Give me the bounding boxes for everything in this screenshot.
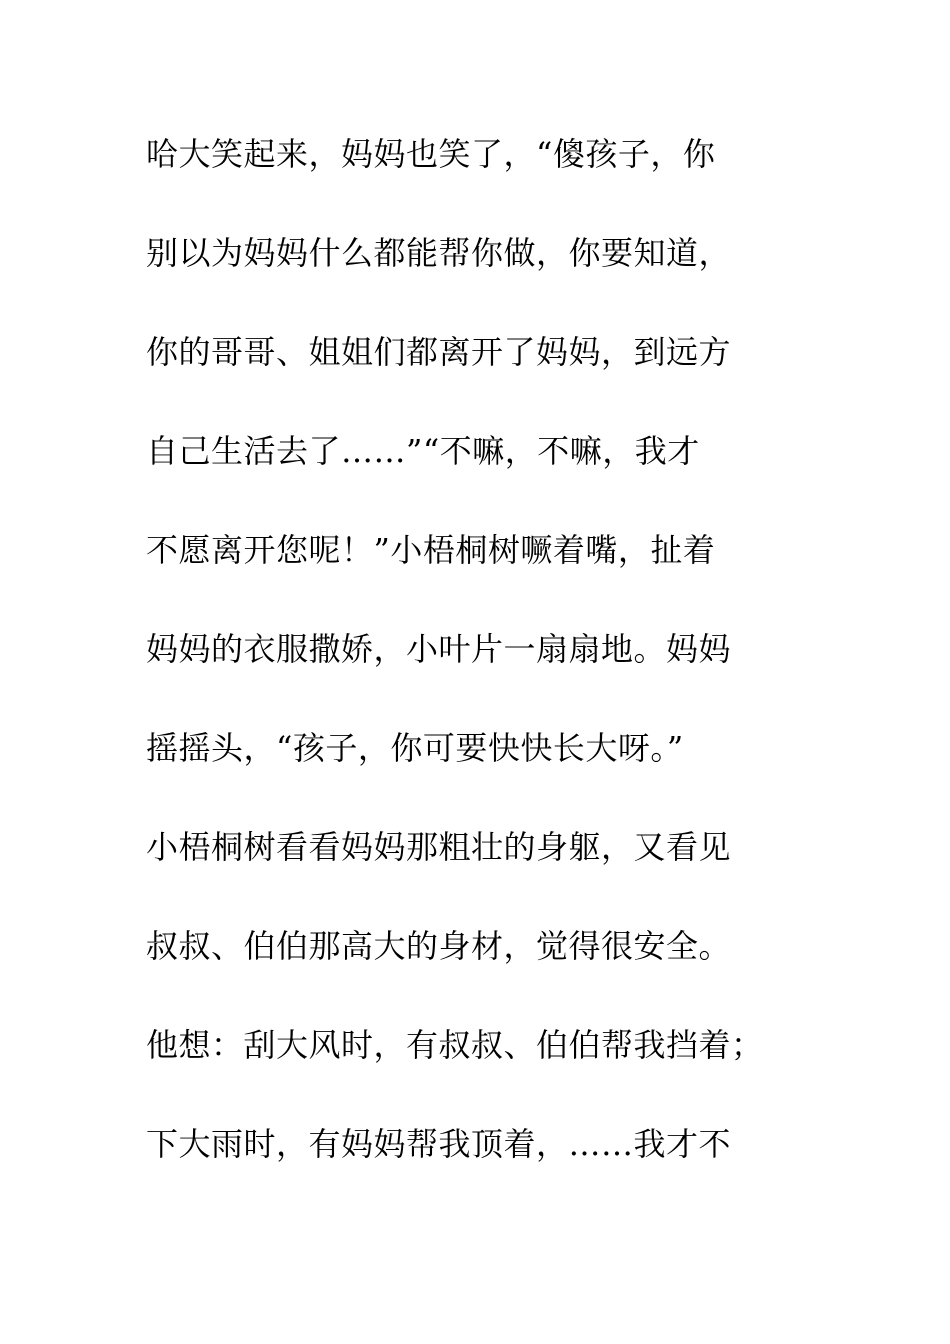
text-line: 他想：刮大风时，有叔叔、伯伯帮我挡着； bbox=[146, 1026, 764, 1064]
text-line: 妈妈的衣服撒娇，小叶片一扇扇地。妈妈 bbox=[146, 630, 732, 668]
text-line: 摇摇头，“孩子，你可要快快长大呀。” bbox=[146, 729, 684, 767]
story-text bbox=[146, 118, 806, 1207]
text-line: 不愿离开您呢！”小梧桐树噘着嘴，扯着 bbox=[146, 531, 716, 569]
text-line: 你的哥哥、姐姐们都离开了妈妈，到远方 bbox=[146, 333, 732, 371]
text-line: 小梧桐树看看妈妈那粗壮的身躯，又看见 bbox=[146, 828, 732, 866]
text-line: 自己生活去了……”“不嘛，不嘛，我才 bbox=[146, 432, 700, 470]
text-line: 别以为妈妈什么都能帮你做，你要知道， bbox=[146, 234, 732, 272]
text-line: 叔叔、伯伯那高大的身材，觉得很安全。 bbox=[146, 927, 732, 965]
text-line: 下大雨时，有妈妈帮我顶着，……我才不 bbox=[146, 1125, 732, 1163]
text-line: 哈大笑起来，妈妈也笑了，“傻孩子，你 bbox=[146, 135, 716, 173]
